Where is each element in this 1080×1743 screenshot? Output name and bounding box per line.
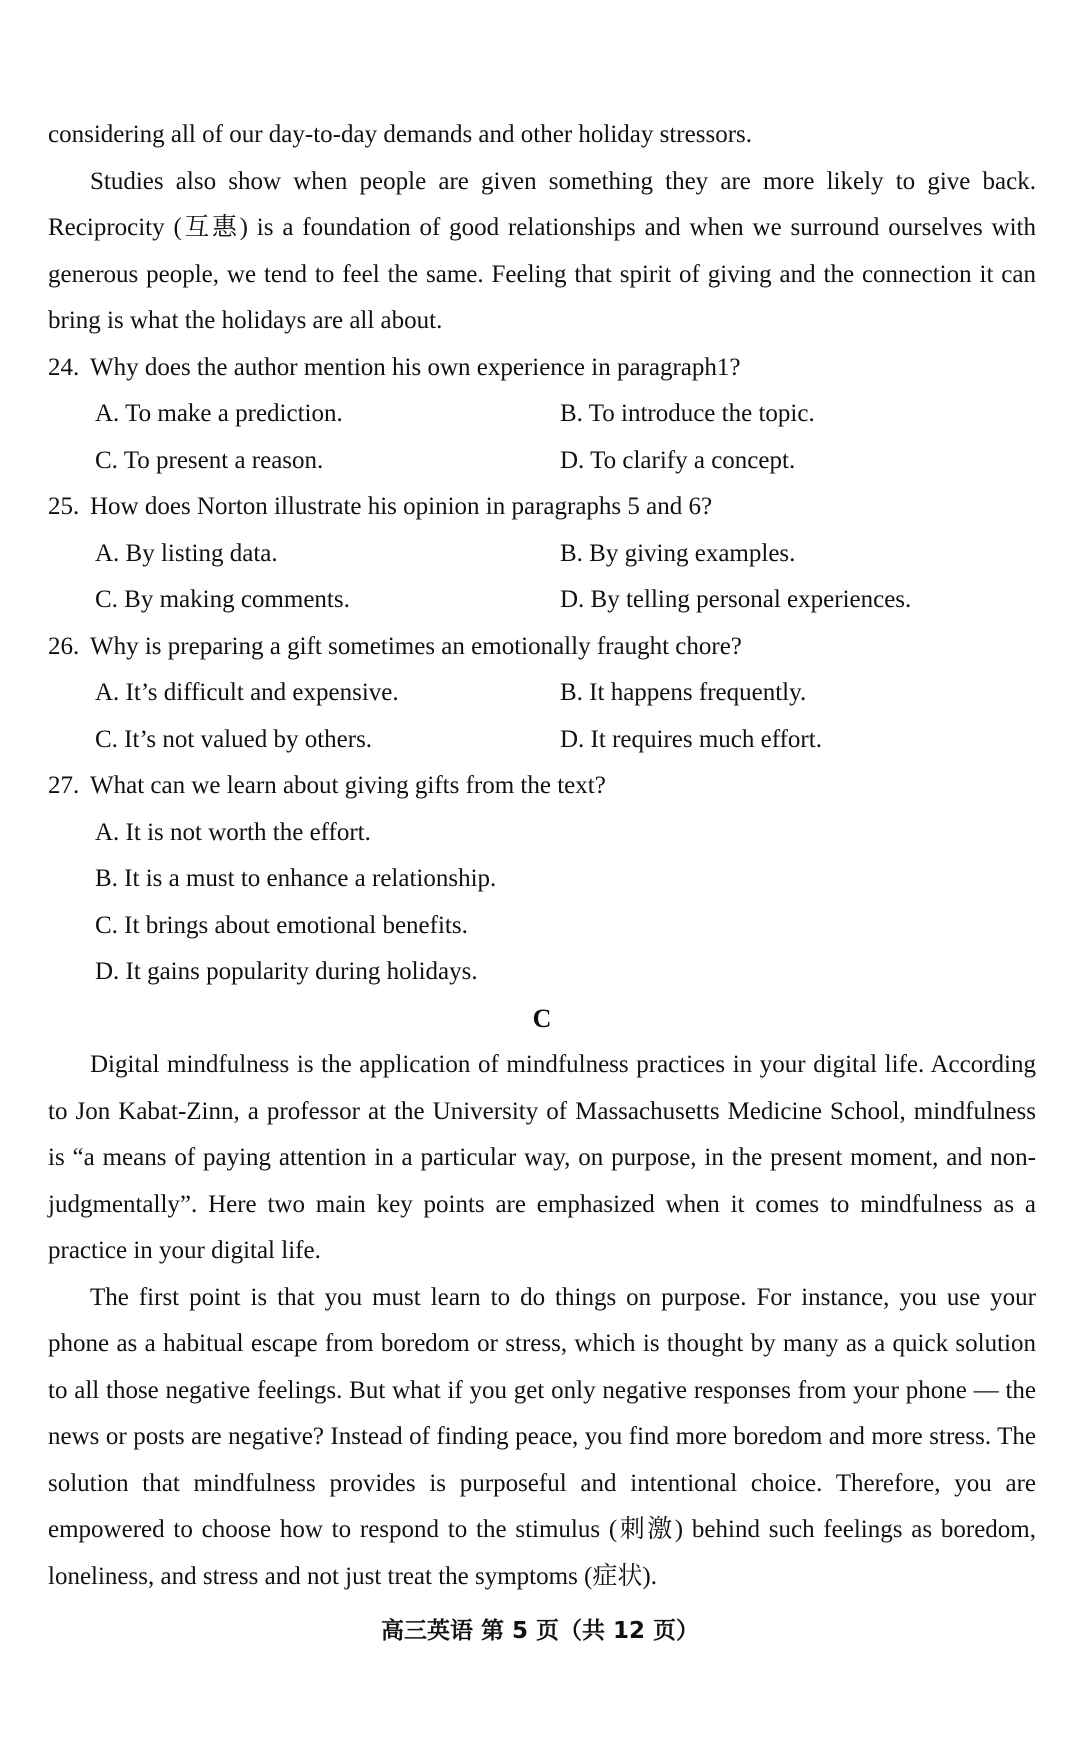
question-stem xyxy=(48,624,1036,671)
option-b[interactable]: B. By giving examples. xyxy=(560,539,796,567)
question-number: 27. xyxy=(48,772,80,799)
option-c[interactable]: C. It’s not valued by others. xyxy=(95,725,373,753)
option-a[interactable]: A. By listing data. xyxy=(95,539,278,567)
option-b[interactable]: B. To introduce the topic. xyxy=(560,400,815,427)
question-number: 25. xyxy=(48,493,80,520)
option-b[interactable]: B. It is a must to enhance a relationship. xyxy=(95,865,497,892)
options-row xyxy=(48,717,1036,764)
option-d[interactable]: D. It requires much effort. xyxy=(560,725,822,753)
question-27 xyxy=(48,763,1036,996)
section-c-paragraph-2: The first point is that you must learn to do things on purpose. For instance, you use your phone as a habitual escape from boredom or stress, which is thought by many as a quick solution to all those negative feelings. But what if you get only negative responses from your phone — the news or posts are negative? Instead of finding peace, you find more boredom and more stress. The solution that mindfulness provides is purposeful and intentional choice. Therefore, you are empowered to choose how to respond to the stimulus (刺激) behind such feelings as boredom, loneliness, and stress and not just treat the symptoms (症状). xyxy=(48,1283,1036,1590)
question-number: 26. xyxy=(48,632,80,660)
question-24 xyxy=(48,345,1036,485)
question-26 xyxy=(48,624,1036,764)
option-c[interactable]: C. To present a reason. xyxy=(95,446,324,474)
section-heading: C xyxy=(532,1003,552,1033)
question-text: Why does the author mention his own experience in paragraph1? xyxy=(90,353,741,381)
option-a[interactable]: A. It’s difficult and expensive. xyxy=(95,679,399,706)
question-text: How does Norton illustrate his opinion in paragraphs 5 and 6? xyxy=(90,493,713,520)
section-c-paragraph-1: Digital mindfulness is the application of mindfulness practices in your digital life. According to Jon Kabat-Zinn, a professor at the University of Massachusetts Medicine School, mindfulness is “a means of paying attention in a particular way, on purpose, in the present moment, and non-judgmentally”. Here two main key points are emphasized when it comes to mindfulness as a practice in your digital life. xyxy=(48,1051,1036,1264)
page-footer: 高三英语 第 5 页（共 12 页） xyxy=(380,1618,700,1644)
options-row xyxy=(48,670,1036,717)
option-c[interactable]: C. By making comments. xyxy=(95,586,350,613)
options-row xyxy=(48,577,1036,624)
options-row xyxy=(48,438,1036,485)
option-c[interactable]: C. It brings about emotional benefits. xyxy=(95,911,468,939)
option-d[interactable]: D. By telling personal experiences. xyxy=(560,586,912,613)
question-text: What can we learn about giving gifts from the text? xyxy=(90,772,606,799)
question-stem xyxy=(48,484,1036,531)
passage-b-reciprocity-paragraph: Studies also show when people are given something they are more likely to give back. Reciprocity (互惠) is a foundation of good relationships and when we surround ourselves with generous people, we tend to feel the same. Feeling that spirit of giving and the connection it can bring is what the holidays are all about. xyxy=(48,167,1036,334)
option-d[interactable]: D. To clarify a concept. xyxy=(560,446,796,474)
question-stem xyxy=(48,763,1036,810)
question-stem xyxy=(48,345,1036,392)
exam-page xyxy=(48,112,1036,1600)
question-text: Why is preparing a gift sometimes an emotionally fraught chore? xyxy=(90,632,742,660)
option-a[interactable]: A. It is not worth the effort. xyxy=(95,818,371,846)
options-row xyxy=(48,391,1036,438)
passage-b-continued-paragraph: considering all of our day-to-day demands and other holiday stressors. xyxy=(48,121,752,148)
option-b[interactable]: B. It happens frequently. xyxy=(560,679,807,706)
options-row xyxy=(48,531,1036,578)
question-number: 24. xyxy=(48,353,80,381)
option-a[interactable]: A. To make a prediction. xyxy=(95,400,343,427)
question-25 xyxy=(48,484,1036,624)
option-d[interactable]: D. It gains popularity during holidays. xyxy=(95,958,478,985)
